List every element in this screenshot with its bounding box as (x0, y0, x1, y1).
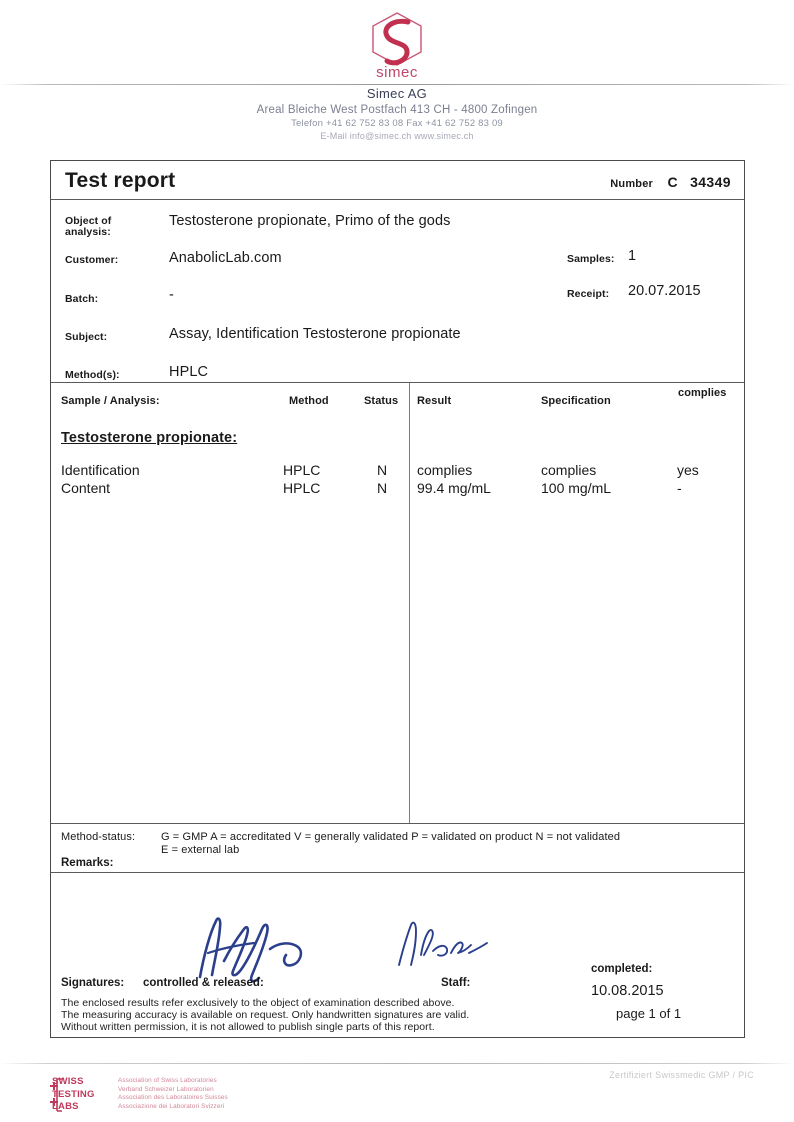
column-header-result: Result (417, 395, 452, 407)
table-row: 100 mg/mL (541, 480, 612, 496)
column-header-sample-analysis: Sample / Analysis: (61, 395, 160, 407)
remarks-label: Remarks: (61, 857, 114, 869)
table-row: complies (541, 462, 597, 478)
field-value-methods: HPLC (169, 364, 209, 380)
results-table (51, 383, 744, 824)
column-header-method: Method (289, 395, 329, 407)
company-address: Areal Bleiche West Postfach 413 CH - 4800 Zofingen (256, 104, 538, 116)
disclaimer-line-3: Without written permission, it is not allowed to publish single parts of this report. (61, 1021, 435, 1033)
field-label-object-of-analysis: Object of analysis: (65, 215, 112, 238)
simec-wordmark: simec (376, 64, 418, 80)
field-value-customer: AnabolicLab.com (169, 250, 282, 266)
method-status-legend (51, 824, 744, 873)
stl-line-swiss: SWISS (52, 1076, 84, 1087)
letterhead-divider (0, 84, 794, 85)
signatures-label: Signatures: (61, 977, 125, 989)
table-row: N (377, 462, 388, 478)
table-row: HPLC (283, 462, 321, 478)
meta-value-samples: 1 (628, 248, 637, 264)
report-number-label: Number (610, 178, 654, 190)
table-row: - (677, 480, 682, 496)
disclaimer-line-1: The enclosed results refer exclusively to the object of examination described above. (61, 997, 455, 1009)
report-number-group (610, 174, 731, 192)
page-indicator: page 1 of 1 (616, 1006, 682, 1021)
staff-label: Staff: (441, 977, 471, 989)
page-title: Test report (65, 169, 176, 192)
association-names (118, 1077, 228, 1111)
association-name-de: Verband Schweizer Laboratorien (118, 1085, 214, 1093)
table-row: HPLC (283, 480, 321, 496)
table-row: Content (61, 480, 111, 496)
company-name: Simec AG (366, 86, 428, 101)
handwritten-signature-released (186, 905, 336, 983)
completed-label: completed: (591, 963, 653, 975)
swissmedic-certification: Zertifiziert Swissmedic GMP / PIC (609, 1070, 754, 1080)
analysis-group-title: Testosterone propionate: (61, 430, 238, 446)
association-name-it: Associazione dei Laboratori Svizzeri (118, 1102, 225, 1110)
column-header-specification: Specification (541, 395, 611, 407)
column-header-complies: complies (678, 387, 727, 399)
footer-divider (0, 1063, 794, 1064)
signature-area (51, 873, 744, 1039)
table-row: complies (417, 462, 473, 478)
table-row: N (377, 480, 388, 496)
report-info-block (51, 200, 744, 383)
table-row: Identification (61, 462, 140, 478)
completed-date: 10.08.2015 (591, 983, 664, 999)
meta-label-samples: Samples: (567, 253, 615, 265)
table-column-divider (409, 383, 410, 823)
stl-line-testing: TESTING (52, 1088, 95, 1100)
meta-value-receipt: 20.07.2015 (628, 283, 701, 299)
table-row: yes (677, 462, 699, 478)
field-value-object-of-analysis: Testosterone propionate, Primo of the gods (169, 213, 451, 229)
method-status-codes-line1: G = GMP A = accreditated V = generally validated P = validated on product N = not validated (161, 831, 621, 843)
disclaimer-line-2: The measuring accuracy is available on request. Only handwritten signatures are valid. (61, 1009, 470, 1021)
letterhead (0, 0, 794, 141)
controlled-released-label: controlled & released: (143, 977, 264, 989)
field-label-customer: Customer: (65, 254, 119, 266)
report-number-value: 34349 (690, 174, 731, 190)
table-row: 99.4 mg/mL (417, 480, 491, 496)
swiss-testing-labs-wordmark (52, 1076, 110, 1114)
handwritten-signature-staff (389, 911, 499, 971)
field-label-methods: Method(s): (65, 369, 120, 381)
field-value-subject: Assay, Identification Testosterone propionate (169, 326, 461, 342)
test-report-document (50, 160, 745, 1038)
meta-label-receipt: Receipt: (567, 288, 610, 300)
association-name-en: Association of Swiss Laboratories (118, 1077, 217, 1084)
report-title-row (51, 161, 744, 200)
company-phone: Telefon +41 62 752 83 08 Fax +41 62 752 83 09 (291, 118, 503, 129)
association-name-fr: Association des Laboratoires Suisses (118, 1094, 228, 1102)
field-value-batch: - (169, 287, 174, 303)
field-label-subject: Subject: (65, 331, 108, 343)
field-label-batch: Batch: (65, 293, 99, 305)
simec-logo (0, 0, 794, 78)
method-status-codes-line2: E = external lab (161, 844, 240, 856)
method-status-label: Method-status: (61, 831, 136, 843)
stl-line-labs: LABS (52, 1101, 79, 1112)
simec-hexagon-s-logo (361, 8, 433, 80)
report-number-prefix: C (667, 174, 678, 190)
column-header-status: Status (364, 395, 399, 407)
company-contact: E-Mail info@simec.ch www.simec.ch (320, 131, 474, 141)
